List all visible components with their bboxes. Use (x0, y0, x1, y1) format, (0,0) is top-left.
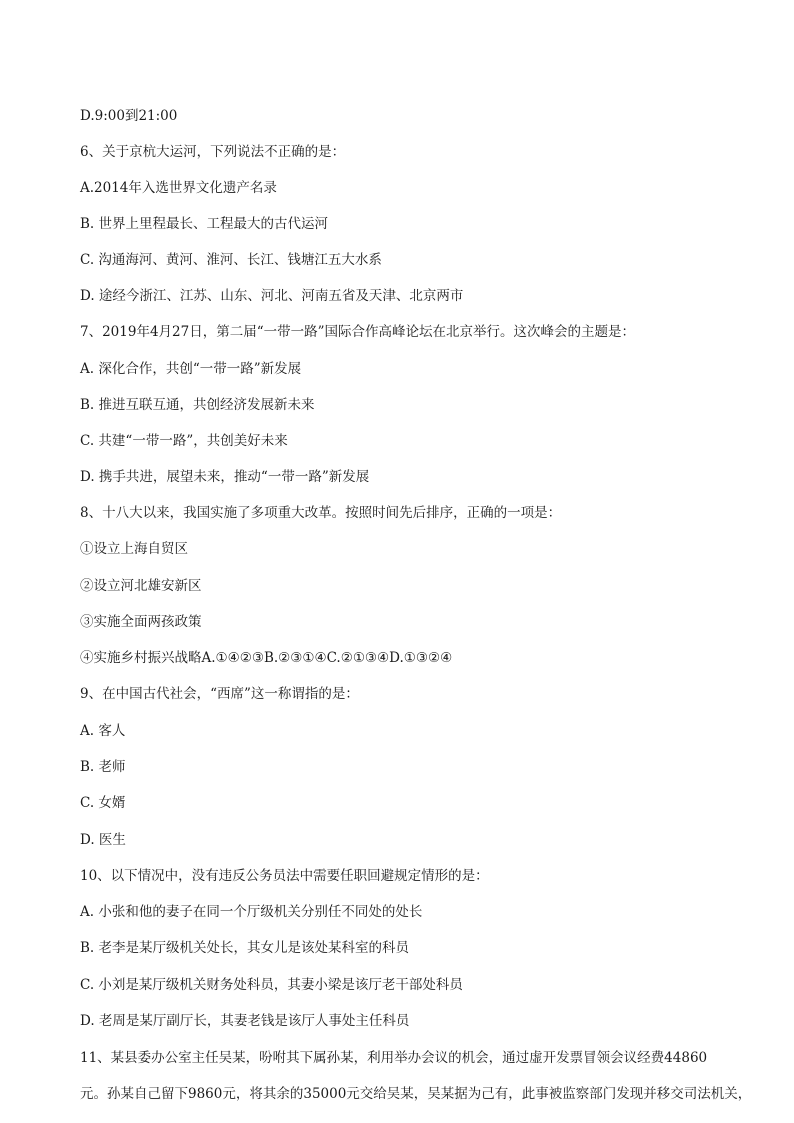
option-c-q9: C. 女婿 (80, 795, 126, 811)
item-1-q8: ①设立上海自贸区 (80, 541, 188, 557)
question-6: 6、关于京杭大运河，下列说法不正确的是： (80, 144, 346, 160)
question-7: 7、2019年4月27日，第二届“一带一路”国际合作高峰论坛在北京举行。这次峰会的主题是： (80, 324, 636, 340)
option-a-q9: A. 客人 (80, 723, 126, 739)
option-d-q6: D. 途经今浙江、江苏、山东、河北、河南五省及天津、北京两市 (80, 288, 464, 304)
option-d-q9: D. 医生 (80, 832, 126, 848)
option-d-q5: D.9:00到21:00 (80, 108, 178, 124)
option-c-q7: C. 共建“一带一路”，共创美好未来 (80, 433, 288, 449)
question-11-line-2: 元。孙某自己留下9860元，将其余的35000元交给吴某，吴某据为己有，此事被监察部门发现并移交司法机关， (80, 1086, 752, 1102)
option-b-q10: B. 老李是某厅级机关处长，其女儿是该处某科室的科员 (80, 940, 410, 956)
option-a-q10: A. 小张和他的妻子在同一个厅级机关分别任不同处的处长 (80, 904, 423, 920)
question-9: 9、在中国古代社会，“西席”这一称谓指的是： (80, 686, 359, 702)
item-2-q8: ②设立河北雄安新区 (80, 578, 202, 594)
option-b-q9: B. 老师 (80, 759, 126, 775)
option-a-q7: A. 深化合作，共创“一带一路”新发展 (80, 361, 302, 377)
question-8: 8、十八大以来，我国实施了多项重大改革。按照时间先后排序，正确的一项是： (80, 505, 562, 521)
question-11-line-1: 11、某县委办公室主任吴某，吩咐其下属孙某，利用举办会议的机会，通过虚开发票冒领会议经费44860 (80, 1050, 708, 1066)
option-c-q10: C. 小刘是某厅级机关财务处科员，其妻小梁是该厅老干部处科员 (80, 977, 463, 993)
option-a-q6: A.2014年入选世界文化遗产名录 (80, 180, 277, 196)
option-c-q6: C. 沟通海河、黄河、淮河、长江、钱塘江五大水系 (80, 252, 382, 268)
option-d-q7: D. 携手共进，展望未来，推动“一带一路”新发展 (80, 469, 370, 485)
option-b-q7: B. 推进互联互通，共创经济发展新未来 (80, 397, 315, 413)
item-4-options-q8: ④实施乡村振兴战略A.①④②③B.②③①④C.②①③④D.①③②④ (80, 650, 453, 666)
question-10: 10、以下情况中，没有违反公务员法中需要任职回避规定情形的是： (80, 868, 489, 884)
option-b-q6: B. 世界上里程最长、工程最大的古代运河 (80, 216, 329, 232)
item-3-q8: ③实施全面两孩政策 (80, 614, 202, 630)
option-d-q10: D. 老周是某厅副厅长，其妻老钱是该厅人事处主任科员 (80, 1013, 410, 1029)
